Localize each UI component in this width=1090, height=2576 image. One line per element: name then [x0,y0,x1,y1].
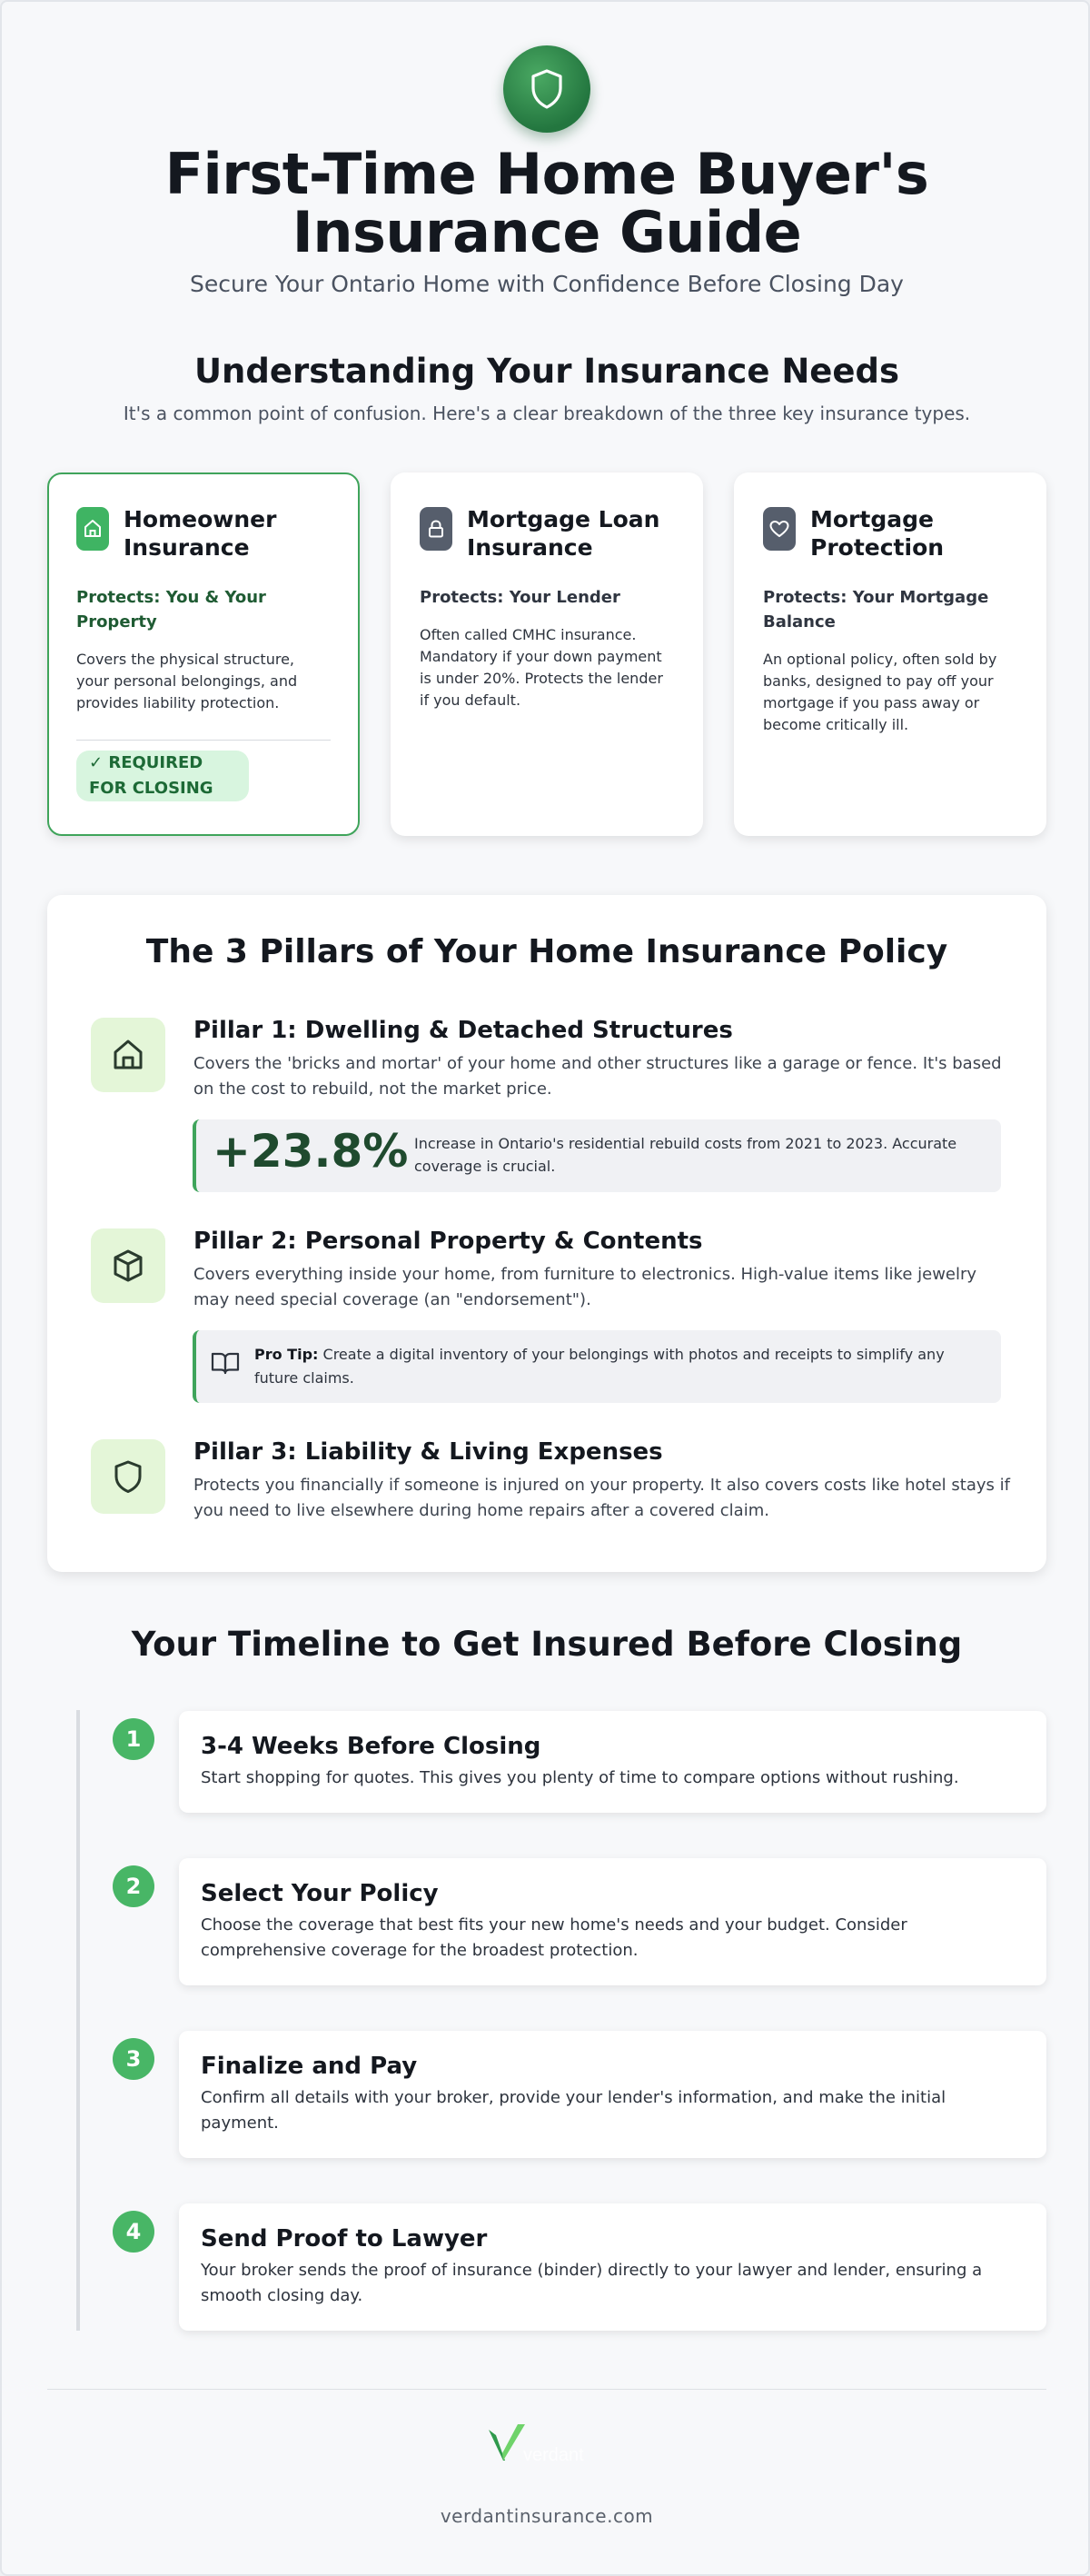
stat-callout [193,1119,1001,1192]
footer-divider [47,2389,1046,2390]
card-title: Mortgage Loan Insurance [467,506,660,561]
pillar-description: Covers everything inside your home, from furniture to electronics. High-value items like jewelry may need special coverage (an "endorsement"). [193,1265,977,1309]
pillar-title: Pillar 2: Personal Property & Contents [193,1228,703,1255]
card-title: Mortgage Protection [810,506,945,561]
page-title-line-1: First-Time Home Buyer's [164,141,929,207]
step-title: Send Proof to Lawyer [201,2225,488,2253]
pillar-description: Protects you financially if someone is injured on your property. It also covers costs like hotel stays if you need to live elsewhere during home repairs after a covered claim. [193,1476,1010,1520]
pro-tip-text [254,1343,981,1390]
stat-text: Increase in Ontario's residential rebuild costs from 2021 to 2023. Accurate coverage is crucial. [414,1135,957,1175]
step-description: Start shopping for quotes. This gives you plenty of time to compare options without rushing. [201,1768,959,1787]
step-title: Finalize and Pay [201,2053,418,2080]
step-title: 3-4 Weeks Before Closing [201,1733,541,1760]
timeline-step [179,1711,1046,1813]
home-icon [91,1018,165,1092]
card-protects: Protects: You & Your Property [76,588,266,632]
step-number: 2 [113,1865,154,1907]
step-description: Your broker sends the proof of insurance (binder) directly to your lawyer and lender, ensuring a smooth closing day. [201,2261,983,2305]
pro-tip-callout [193,1330,1001,1403]
footer-url[interactable]: verdantinsurance.com [440,2505,654,2527]
card-description: An optional policy, often sold by banks, designed to pay off your mortgage if you pass away or become critically ill. [763,651,997,733]
page-subtitle: Secure Your Ontario Home with Confidence Before Closing Day [190,271,904,297]
page-title [93,141,1001,265]
mortgage-loan-insurance-card [391,472,703,836]
card-description: Covers the physical structure, your personal belongings, and provides liability protection. [76,651,298,711]
heart-icon [763,507,796,551]
pillar-description: Covers the 'bricks and mortar' of your home and other structures like a garage or fence. It's based on the cost to rebuild, not the market price. [193,1054,1002,1099]
shield-icon [91,1439,165,1514]
timeline-step [179,1858,1046,1985]
card-protects: Protects: Your Lender [420,588,620,607]
logo-wordmark: verdant [523,2445,584,2465]
step-title: Select Your Policy [201,1880,439,1907]
card-divider [76,740,331,741]
required-badge: ✓ REQUIRED FOR CLOSING [76,751,249,801]
pillars-title: The 3 Pillars of Your Home Insurance Policy [145,933,948,970]
box-icon [91,1228,165,1303]
pillar-title: Pillar 3: Liability & Living Expenses [193,1438,663,1466]
pillars-panel [47,895,1046,1572]
pro-tip-label: Pro Tip: [254,1346,319,1363]
home-icon [76,507,109,551]
step-number: 4 [113,2211,154,2253]
stat-value: +23.8% [213,1125,409,1178]
homeowner-insurance-card [47,472,360,836]
mortgage-protection-card [734,472,1046,836]
step-description: Choose the coverage that best fits your new home's needs and your budget. Consider comprehensive coverage for the broadest protection. [201,1915,907,1960]
needs-section-subtitle: It's a common point of confusion. Here's a clear breakdown of the three key insurance types. [123,403,971,424]
card-description: Often called CMHC insurance. Mandatory if your down payment is under 20%. Protects the lender if you default. [420,626,663,709]
book-icon [211,1350,240,1379]
needs-section-title: Understanding Your Insurance Needs [194,352,899,391]
shield-icon [503,45,590,133]
timeline-line [76,1710,80,2331]
step-description: Confirm all details with your broker, provide your lender's information, and make the initial payment. [201,2088,946,2133]
card-protects: Protects: Your Mortgage Balance [763,588,989,632]
page-title-line-2: Insurance Guide [292,199,802,265]
step-number: 3 [113,2038,154,2080]
card-title: Homeowner Insurance [124,506,277,561]
timeline-section-title: Your Timeline to Get Insured Before Closing [131,1625,963,1664]
timeline-step [179,2203,1046,2331]
company-logo [483,2419,610,2473]
step-number: 1 [113,1718,154,1760]
pillar-title: Pillar 1: Dwelling & Detached Structures [193,1017,733,1044]
pro-tip-body: Create a digital inventory of your belongings with photos and receipts to simplify any future claims. [254,1346,945,1387]
lock-icon [420,507,452,551]
timeline-step [179,2031,1046,2158]
